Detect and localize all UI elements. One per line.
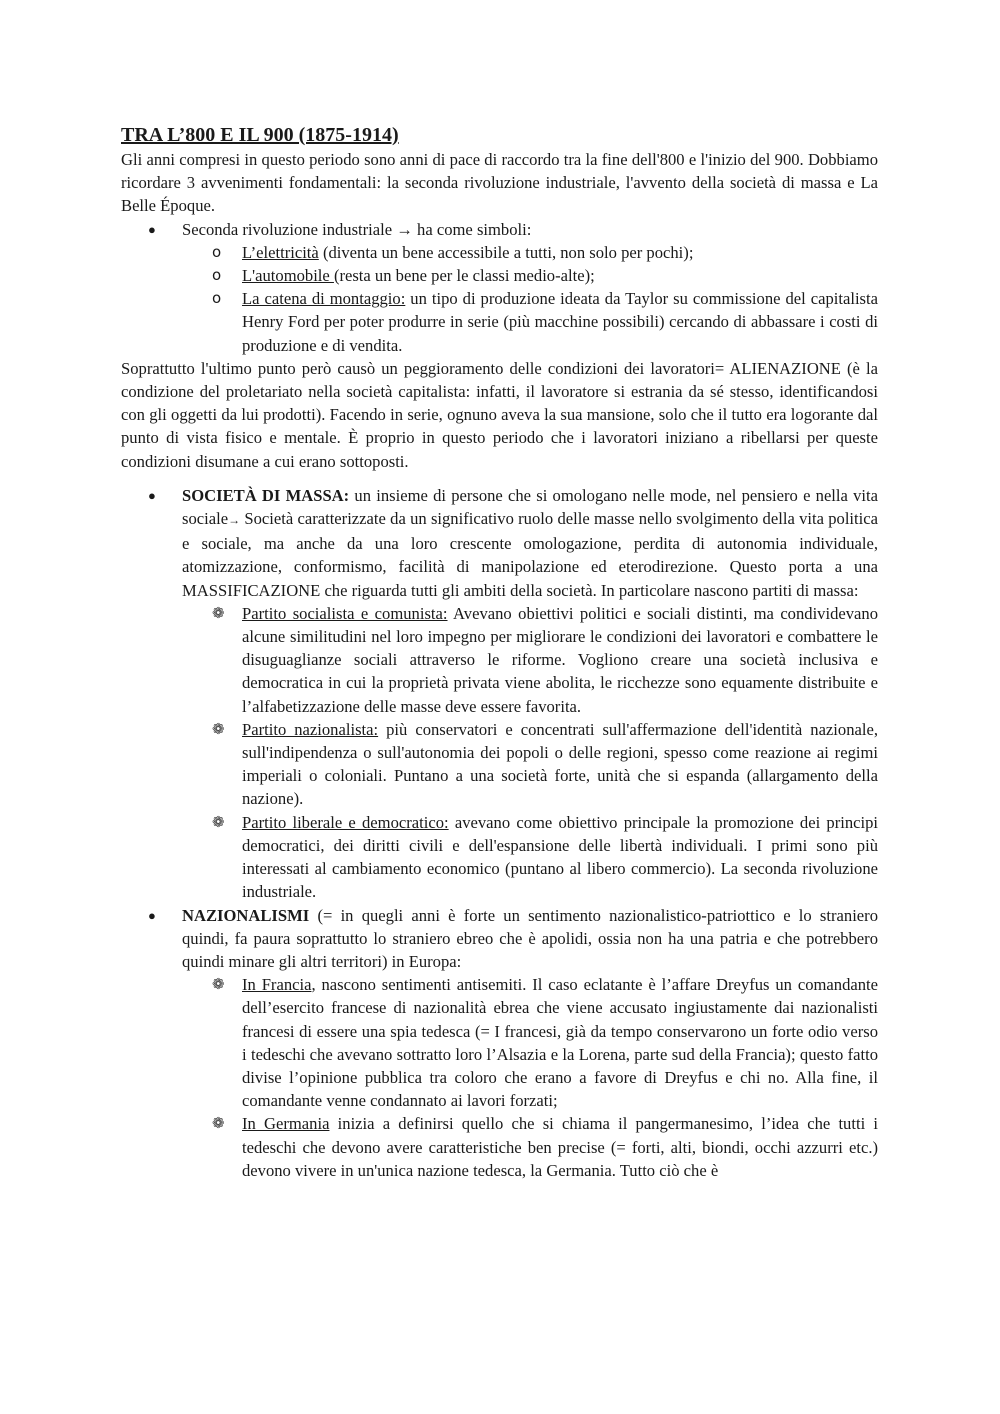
item-text: avevano come obiettivo principale la promozione dei principi democratici, dei diritti civili e dell'espansione delle libertà individuali. I primi sono più interessati al cambiamento economico (puntano al libero commercio). La seconda rivoluzione industriale. [242, 812, 879, 902]
bullet-societa-di-massa [121, 484, 878, 602]
sublist-item-elettricita [121, 241, 878, 264]
sublist-item-automobile [121, 264, 878, 287]
item-label: Partito socialista e comunista: [242, 603, 448, 623]
flower-bullet-icon: ❁ [212, 719, 225, 738]
item-label: L'automobile [242, 266, 334, 286]
item-label: L’elettricità [242, 242, 319, 262]
item-label: La catena di montaggio: [242, 289, 406, 309]
sublist-item-partito-nazionalista [121, 718, 878, 811]
bullet-text: Società caratterizzate da un significativo ruolo delle masse nello svolgimento della vita politica e sociale, ma anche da una loro crescente omologazione, perdita di autonomia individuale, atomizzazione, conformismo, facilità di manipolazione ed eterodirezione. Questo porta a una MASSIFICAZIONE che riguarda tutti gli ambiti della società. In particolare nascono partiti di massa: [182, 509, 878, 600]
sublist-item-germania [121, 1112, 878, 1182]
item-text: (diventa un bene accessibile a tutti, non solo per pochi); [318, 242, 694, 262]
flower-bullet-icon: ❁ [212, 603, 225, 622]
flower-bullet-icon: ❁ [212, 812, 225, 831]
bullet-dot-icon: ● [148, 907, 156, 923]
right-arrow-icon: → [228, 513, 241, 528]
item-text: , nascono sentimenti antisemiti. Il caso eclatante è l’affare Dreyfus un comandante dell’esercito francese di nazionalità ebrea che viene accusato ingiustamente dai nazionalisti francesi di essere una spia tedesca (= I francesi, già da tempo conservarono un forte odio verso i tedeschi che avevano sottratto loro l’Alsazia e la Lorena, parte sud della Francia); questo fatto divise l’opinione pubblica tra coloro che erano a favore di Dreyfus e chi no. Alla fine, il comandante venne condannato ai lavori forzati; [242, 975, 878, 1111]
sublist-item-partito-liberale [121, 811, 878, 904]
document-title: TRA L’800 E IL 900 (1875-1914) [121, 124, 399, 146]
right-arrow-icon: → [396, 219, 413, 239]
bullet-text: (= in quegli anni è forte un sentimento nazionalistico-patriottico e lo straniero quindi, fa paura soprattutto lo straniero ebreo che è apolidi, ossia non ha una patria e che potrebbero quindi minare gli altri territori) in Europa: [182, 905, 878, 971]
item-label: In Francia [242, 975, 312, 995]
sublist-item-francia [121, 973, 878, 1112]
item-label: Partito liberale e democratico: [242, 812, 449, 832]
circle-bullet-icon: o [212, 242, 222, 261]
bullet-lead: Seconda rivoluzione industriale [182, 219, 393, 239]
bullet-dot-icon: ● [148, 487, 156, 503]
bullet-label: SOCIETÀ DI MASSA: [182, 485, 350, 505]
item-text: inizia a definirsi quello che si chiama il pangermanesimo, l’idea che tutti i tedeschi che devono avere caratteristiche ben precise (= forti, alti, biondi, occhi azzurri etc.) devono vivere in un'unica nazione tedesca, la Germania. Tutto ciò che è [242, 1114, 878, 1180]
bullet-text: un insieme di persone che si omologano nelle mode, nel pensiero e nella vita sociale [182, 485, 878, 529]
item-label: Partito nazionalista: [242, 719, 379, 739]
circle-bullet-icon: o [212, 289, 222, 308]
alienazione-paragraph: Soprattutto l'ultimo punto però causò un peggioramento delle condizioni dei lavoratori= ALIENAZIONE (è la condizione del proletariato nella società capitalista: infatti, il lavoratore si estrania da sé stesso, identificandosi con gli oggetti da lui prodotti). Facendo in serie, ognuno aveva la sua mansione, solo che il tutto era logorante dal punto di vista fisico e mentale. È proprio in questo periodo che i lavoratori iniziano a ribellarsi per queste condizioni disumane a cui erano sottoposti. [121, 358, 878, 471]
bullet-seconda-rivoluzione [121, 218, 878, 241]
item-label: In Germania [242, 1114, 330, 1134]
bullet-dot-icon: ● [148, 221, 156, 237]
bullet-tail: ha come simboli: [417, 219, 532, 239]
intro-paragraph: Gli anni compresi in questo periodo sono anni di pace di raccordo tra la fine dell'800 e l'inizio del 900. Dobbiamo ricordare 3 avvenimenti fondamentali: la seconda rivoluzione industriale, l'avvento della società di massa e La Belle Époque. [121, 150, 878, 216]
flower-bullet-icon: ❁ [212, 1114, 225, 1133]
item-text: Avevano obiettivi politici e sociali distinti, ma condividevano alcune similitudini nel loro impegno per migliorare le condizioni dei lavoratori e combattere le disuguaglianze sociali attraverso le riforme. Vogliono creare una società inclusiva e democratica in cui la proprietà privata viene abolita, le ricchezze sono equamente distribuite e l’alfabetizzazione delle masse deve essere favorita. [242, 603, 879, 716]
item-text: (resta un bene per le classi medio-alte); [333, 266, 595, 286]
sublist-item-partito-socialista [121, 602, 878, 718]
circle-bullet-icon: o [212, 266, 222, 285]
item-text: più conservatori e concentrati sull'affermazione dell'identità nazionale, sull'indipendenza o sull'autonomia dei popoli o delle regioni, spesso come reazione ai regimi imperiali o coloniali. Puntano a una società forte, unità che si espanda (allargamento della nazione). [242, 719, 878, 809]
document-page [121, 122, 878, 1182]
bullet-nazionalismi [121, 904, 878, 974]
flower-bullet-icon: ❁ [212, 975, 225, 994]
bullet-label: NAZIONALISMI [182, 905, 310, 925]
sublist-item-catena [121, 287, 878, 357]
item-text: un tipo di produzione ideata da Taylor su commissione del capitalista Henry Ford per poter produrre in serie (più macchine possibili) cercando di abbassare i costi di produzione e di vendita. [242, 289, 878, 355]
